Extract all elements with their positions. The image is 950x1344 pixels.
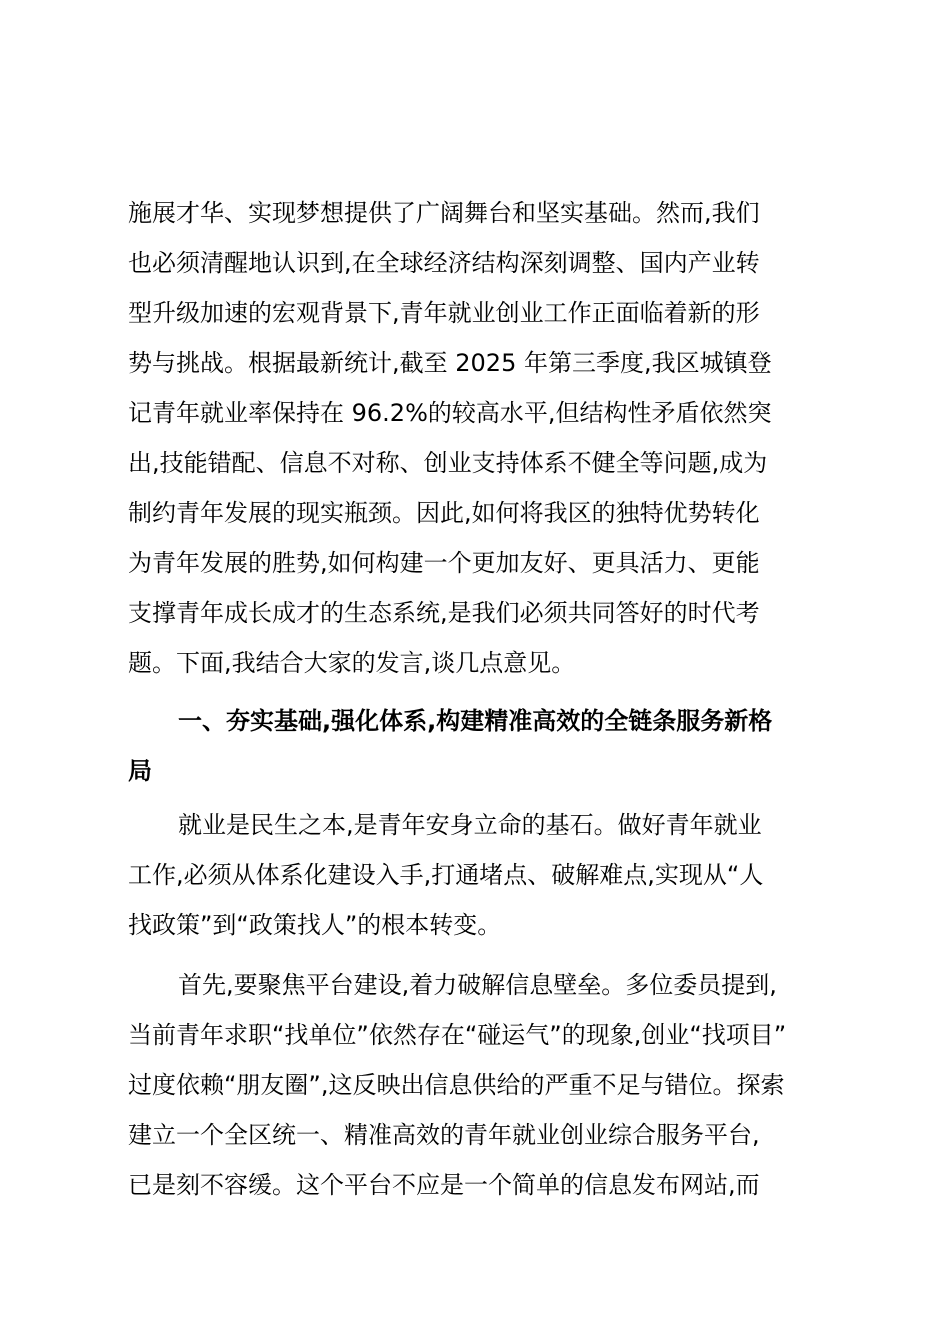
text-line: 也必须清醒地认识到,在全球经济结构深刻调整、国内产业转 — [128, 249, 760, 277]
text-line: 已是刻不容缓。这个平台不应是一个简单的信息发布网站,而 — [128, 1171, 760, 1199]
text-line: 工作,必须从体系化建设入手,打通堵点、破解难点,实现从“人 — [128, 861, 764, 889]
section-heading — [128, 696, 822, 796]
text-line: 就业是民生之本,是青年安身立命的基石。做好青年就业 — [178, 811, 762, 839]
heading-line: 局 — [128, 757, 152, 785]
text-line: 题。下面,我结合大家的发言,谈几点意见。 — [128, 649, 576, 677]
text-line: 型升级加速的宏观背景下,青年就业创业工作正面临着新的形 — [128, 299, 760, 327]
text-line: 势与挑战。根据最新统计,截至 2025 年第三季度,我区城镇登 — [128, 349, 772, 377]
text-line: 制约青年发展的现实瓶颈。因此,如何将我区的独特优势转化 — [128, 499, 760, 527]
text-line: 首先,要聚焦平台建设,着力破解信息壁垒。多位委员提到, — [178, 971, 777, 999]
text-line: 为青年发展的胜势,如何构建一个更加友好、更具活力、更能 — [128, 549, 760, 577]
text-line: 出,技能错配、信息不对称、创业支持体系不健全等问题,成为 — [128, 449, 768, 477]
text-line: 支撑青年成长成才的生态系统,是我们必须共同答好的时代考 — [128, 599, 760, 627]
text-line: 找政策”到“政策找人”的根本转变。 — [128, 911, 502, 939]
text-line: 当前青年求职“找单位”依然存在“碰运气”的现象,创业“找项目” — [128, 1021, 787, 1049]
paragraph-intro — [128, 188, 822, 688]
paragraph-platform — [128, 960, 822, 1210]
paragraph-employment — [128, 800, 822, 950]
heading-line: 一、夯实基础,强化体系,构建精准高效的全链条服务新格 — [178, 707, 773, 735]
text-line: 过度依赖“朋友圈”,这反映出信息供给的严重不足与错位。探索 — [128, 1071, 785, 1099]
text-line: 建立一个全区统一、精准高效的青年就业创业综合服务平台, — [128, 1121, 760, 1149]
text-line: 记青年就业率保持在 96.2%的较高水平,但结构性矛盾依然突 — [128, 399, 772, 427]
text-line: 施展才华、实现梦想提供了广阔舞台和坚实基础。然而,我们 — [128, 199, 760, 227]
